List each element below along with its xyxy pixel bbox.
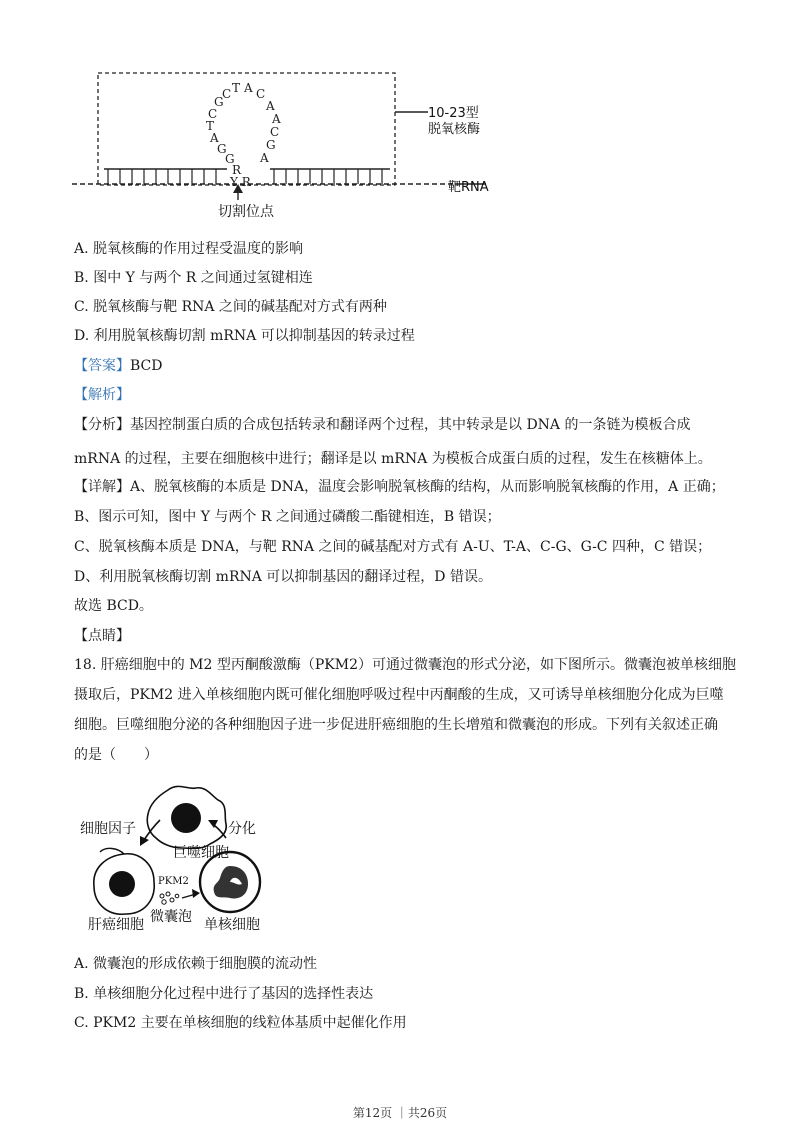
fenxi-text-1: 基因控制蛋白质的合成包括转录和翻译两个过程，其中转录是以 DNA 的一条链为模板合成 bbox=[130, 417, 691, 433]
enzyme-label-line2: 脱氧核酶 bbox=[428, 122, 481, 137]
xiangjie-text-1: A、脱氧核酶的本质是 DNA，温度会影响脱氧核酶的结构，从而影响脱氧核酶的作用，A 正确； bbox=[130, 479, 725, 495]
target-rna-label: 靶RNA bbox=[448, 180, 489, 195]
q17-option-a: A. 脱氧核酶的作用过程受温度的影响 bbox=[74, 241, 304, 257]
loop-letter: C bbox=[256, 87, 266, 101]
loop-letter: T bbox=[232, 81, 241, 95]
loop-letter: A bbox=[260, 151, 269, 165]
fenxi-tag: 【分析】 bbox=[74, 417, 130, 433]
loop-letter: G bbox=[214, 95, 224, 109]
q18-option-c: C. PKM2 主要在单核细胞的线粒体基质中起催化作用 bbox=[74, 1015, 407, 1031]
fenxi-line-1 bbox=[74, 416, 690, 434]
answer-line bbox=[74, 357, 162, 375]
dnazyme-diagram bbox=[60, 60, 520, 220]
loop-letter: A bbox=[244, 81, 253, 95]
loop-letter: C bbox=[208, 107, 218, 121]
cytokine-label: 细胞因子 bbox=[80, 821, 136, 837]
q18-line-1: 18. 肝癌细胞中的 M2 型丙酮酸激酶（PKM2）可通过微囊泡的形式分泌，如下图所示。微囊泡被单核细胞 bbox=[74, 657, 736, 673]
differentiate-label: 分化 bbox=[228, 821, 256, 837]
cut-site-label: 切割位点 bbox=[218, 204, 274, 220]
dianjing-tag: 【点睛】 bbox=[74, 628, 130, 644]
liver-cancer-label: 肝癌细胞 bbox=[88, 917, 144, 933]
q18-option-a: A. 微囊泡的形成依赖于细胞膜的流动性 bbox=[74, 956, 318, 972]
q18-line-2: 摄取后，PKM2 进入单核细胞内既可催化细胞呼吸过程中丙酮酸的生成，又可诱导单核细胞分化成为巨噬 bbox=[74, 687, 724, 703]
q18-line-4: 的是（ ） bbox=[74, 747, 158, 763]
loop-letter: A bbox=[266, 99, 275, 113]
figure-dnazyme bbox=[60, 60, 520, 220]
loop-letter: C bbox=[270, 125, 280, 139]
page-footer: 第12页 ｜共26页 bbox=[352, 1106, 448, 1120]
liver-cancer-cell-tail bbox=[100, 848, 124, 854]
loop-letter: G bbox=[225, 152, 235, 166]
xiangjie-line-1 bbox=[74, 478, 725, 496]
loop-letter: T bbox=[206, 119, 215, 133]
q17-option-c: C. 脱氧核酶与靶 RNA 之间的碱基配对方式有两种 bbox=[74, 299, 387, 315]
loop-letter: G bbox=[217, 142, 227, 156]
yr-letters: Y R bbox=[230, 175, 251, 189]
figure-cells bbox=[78, 778, 278, 938]
loop-letter: A bbox=[272, 112, 281, 126]
xiangjie-tag: 【详解】 bbox=[74, 479, 130, 495]
xiangjie-line-3: C、脱氧核酶本质是 DNA，与靶 RNA 之间的碱基配对方式有 A-U、T-A、C-G、G-C 四种，C 错误； bbox=[74, 539, 712, 555]
cytokine-arrow-head bbox=[140, 836, 149, 846]
q17-option-d: D. 利用脱氧核酶切割 mRNA 可以抑制基因的转录过程 bbox=[74, 328, 415, 344]
loop-letter: A bbox=[210, 131, 219, 145]
loop-letter: G bbox=[266, 138, 276, 152]
xiangjie-line-4: D、利用脱氧核酶切割 mRNA 可以抑制基因的翻译过程，D 错误。 bbox=[74, 569, 492, 585]
xiangjie-line-5: 故选 BCD。 bbox=[74, 598, 153, 614]
answer-tag: 【答案】 bbox=[74, 358, 130, 374]
enzyme-label-line1: 10-23型 bbox=[428, 106, 479, 121]
q18-line-3: 细胞。巨噬细胞分泌的各种细胞因子进一步促进肝癌细胞的生长增殖和微囊泡的形成。下列有关叙述正确 bbox=[74, 717, 718, 733]
xiangjie-line-2: B、图示可知，图中 Y 与两个 R 之间通过磷酸二酯键相连，B 错误； bbox=[74, 509, 501, 525]
pkm2-label: PKM2 bbox=[158, 876, 189, 887]
vesicle-label: 微囊泡 bbox=[150, 909, 192, 925]
q18-option-b: B. 单核细胞分化过程中进行了基因的选择性表达 bbox=[74, 986, 374, 1002]
loop-letter: C bbox=[222, 87, 232, 101]
macrophage-nucleus bbox=[171, 803, 201, 833]
macrophage-label: 巨噬细胞 bbox=[173, 845, 229, 861]
analysis-tag: 【解析】 bbox=[74, 387, 130, 403]
vesicle-arrow-head bbox=[192, 889, 200, 898]
liver-cancer-nucleus bbox=[109, 871, 135, 897]
fenxi-line-2: mRNA 的过程，主要在细胞核中进行；翻译是以 mRNA 为模板合成蛋白质的过程，发生在核糖体上。 bbox=[74, 451, 712, 467]
answer-value: BCD bbox=[130, 358, 163, 374]
r-letter: R bbox=[232, 163, 242, 177]
q17-option-b: B. 图中 Y 与两个 R 之间通过氢键相连 bbox=[74, 270, 313, 286]
monocyte-label: 单核细胞 bbox=[204, 917, 260, 933]
vesicles bbox=[160, 892, 179, 904]
